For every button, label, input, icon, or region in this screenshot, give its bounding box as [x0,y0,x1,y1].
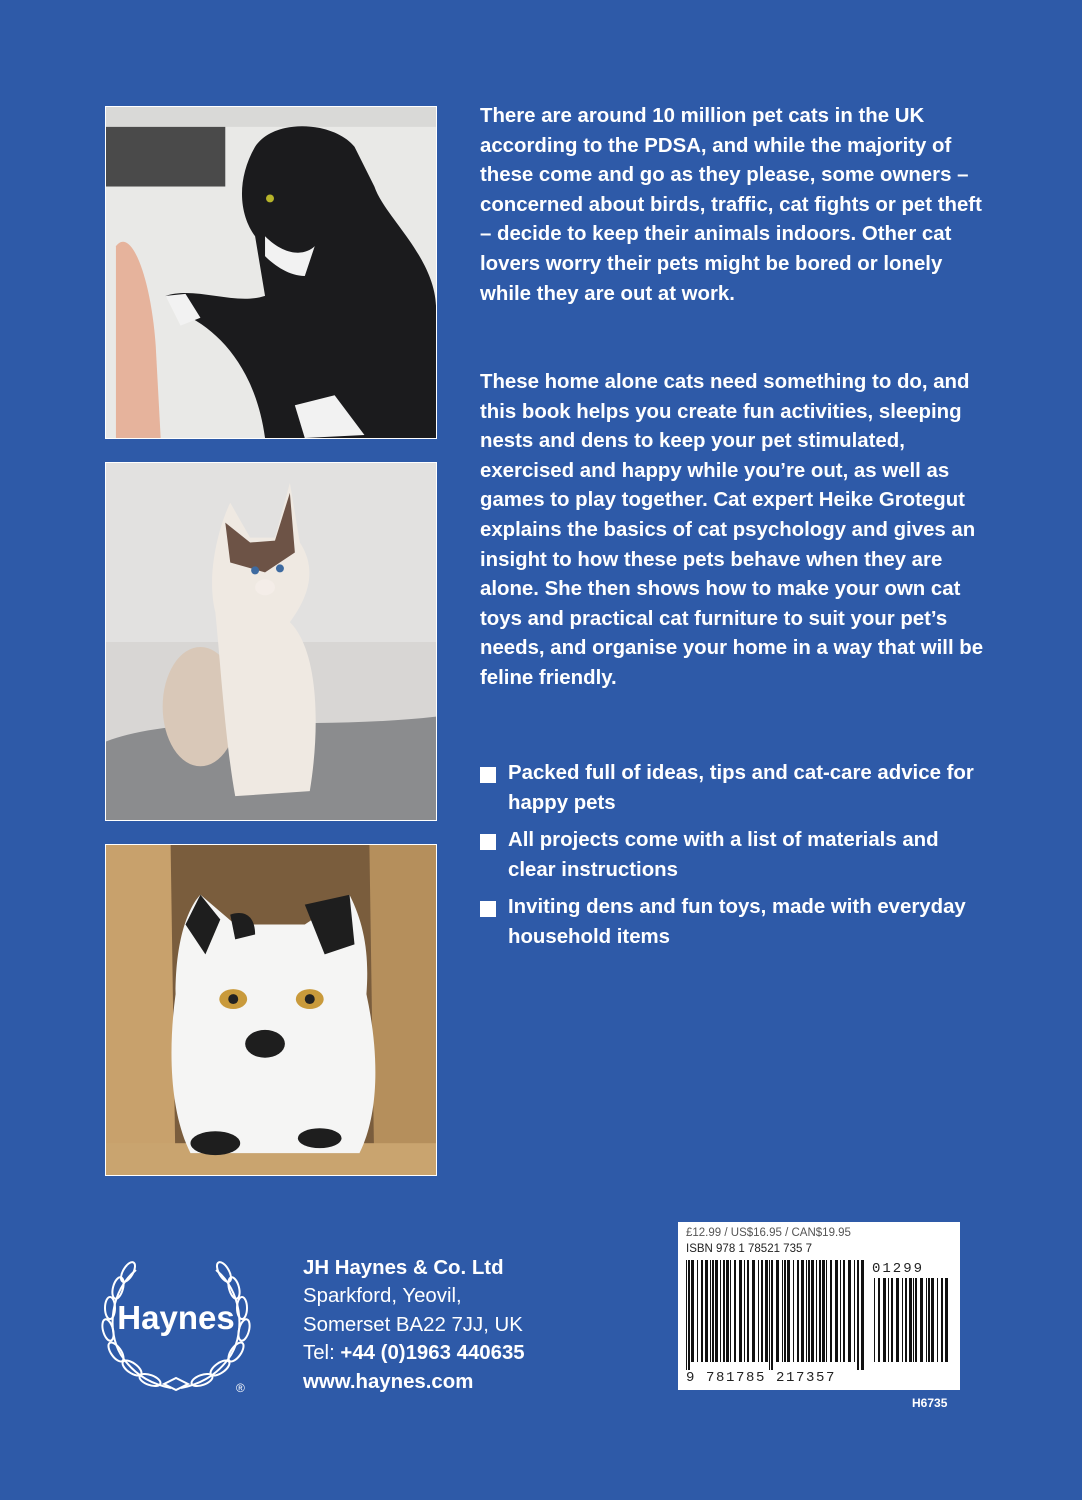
barcode-bar [811,1260,814,1362]
product-code: H6735 [912,1396,948,1410]
barcode-bar [822,1260,825,1362]
barcode-bar [926,1278,927,1362]
barcode-bar [902,1278,903,1362]
barcode-bar [723,1260,725,1362]
photo-cat-in-box [105,844,437,1176]
barcode-bar [945,1278,948,1362]
barcode-bar [941,1278,943,1362]
feature-item [480,893,990,952]
barcode-bar [734,1260,736,1362]
barcode-bar [739,1260,742,1362]
barcode-bar [782,1260,783,1362]
barcode-bar [830,1260,832,1362]
haynes-logo [96,1250,256,1395]
barcode-bar [769,1260,770,1370]
barcode-bar [752,1260,755,1362]
barcode-bar [891,1278,893,1362]
barcode-bar [896,1278,899,1362]
barcode-bar [883,1278,886,1362]
publisher-address [303,1254,525,1396]
barcode-bar [787,1260,790,1362]
barcode-bar [808,1260,810,1362]
price-line: £12.99 / US$16.95 / CAN$19.95 [686,1227,851,1239]
barcode-bar [848,1260,851,1362]
tel-label: Tel: [303,1342,341,1365]
barcode-bar [701,1260,703,1362]
barcode-bar [705,1260,708,1362]
barcode-bar [712,1260,714,1362]
barcode-bar [874,1278,875,1362]
barcode-bar [801,1260,804,1362]
barcode-bar [840,1260,841,1362]
logo-wordmark: Haynes [117,1299,235,1336]
barcode-bar [793,1260,794,1362]
barcode-bar [710,1260,711,1362]
barcode-bar [691,1260,694,1362]
barcode-bar [915,1278,917,1362]
barcode-bar [888,1278,889,1362]
barcode-bar [761,1260,763,1362]
barcode-bar [909,1278,912,1362]
feature-list [480,759,990,961]
blurb-paragraph-1: There are around 10 million pet cats in the UK according to the PDSA, and while the majority of these come and go as they please, some owners – concerned about birds, traffic, cat fights or pet theft – decide to keep their animals indoors. Other cat lovers worry their pets might be bored or lonely while they are out at work. [480,105,982,305]
feature-item [480,759,990,818]
barcode-bar [857,1260,859,1370]
barcode-bar [819,1260,821,1362]
ean-barcode [686,1260,866,1370]
bullet-square-icon [480,901,496,917]
barcode-bar [765,1260,768,1362]
feature-item [480,826,990,885]
barcode-bar [688,1260,690,1370]
ean-digits: 9 781785 217357 [686,1370,837,1386]
addon-digits: 01299 [872,1261,925,1277]
barcode-bar [861,1260,864,1370]
barcode-bar [720,1260,721,1362]
address-line-1: Sparkford, Yeovil, [303,1285,462,1308]
barcode-bar [776,1260,779,1362]
bullet-square-icon [480,834,496,850]
barcode-bar [931,1278,934,1362]
barcode-bar [758,1260,759,1362]
registered-mark: ® [236,1381,245,1395]
website-link[interactable]: www.haynes.com [303,1370,474,1393]
bullet-square-icon [480,767,496,783]
tel-number: +44 (0)1963 440635 [340,1342,525,1365]
barcode-box [678,1222,960,1390]
barcode-bar [854,1260,855,1362]
barcode-bar [816,1260,817,1362]
feature-text: Packed full of ideas, tips and cat-care advice for happy pets [508,762,974,814]
isbn-line: ISBN 978 1 78521 735 7 [686,1243,812,1255]
barcode-bar [826,1260,827,1362]
barcode-bar [697,1260,698,1362]
feature-text: All projects come with a list of materials and clear instructions [508,829,939,881]
barcode-bar [835,1260,838,1362]
addon-barcode [874,1278,948,1370]
barcode-bar [905,1278,907,1362]
barcode-bar [797,1260,799,1362]
barcode-bar [806,1260,807,1362]
barcode-bar [715,1260,718,1362]
photo-cat-high-five [105,106,437,439]
barcode-bar [771,1260,773,1370]
feature-text: Inviting dens and fun toys, made with everyday household items [508,896,966,948]
barcode-bar [913,1278,914,1362]
address-line-2: Somerset BA22 7JJ, UK [303,1313,523,1336]
publisher-name: JH Haynes & Co. Ltd [303,1257,504,1279]
barcode-bar [784,1260,786,1362]
barcode-bar [878,1278,880,1362]
barcode-bar [686,1260,687,1370]
blurb-paragraph-2: These home alone cats need something to do, and this book helps you create fun activities, sleeping nests and dens to keep your pet stimulated, exercised and happy while you’re out, as well as games to play together. Cat expert Heike Grotegut explains the basics of cat psychology and gives an insight to how these pets behave when they are alone. She then shows how to make your own cat toys and practical cat furniture to suit your pet’s needs, and organise your home in a way that will be feline friendly. [480,371,984,689]
barcode-bar [730,1260,731,1362]
barcode-bar [920,1278,923,1362]
barcode-bar [937,1278,938,1362]
photo-ragdoll-kitten [105,462,437,821]
telephone [303,1339,525,1367]
barcode-bar [843,1260,845,1362]
barcode-bar [726,1260,729,1362]
barcode-bar [744,1260,745,1362]
barcode-bar [928,1278,930,1362]
barcode-bar [747,1260,749,1362]
